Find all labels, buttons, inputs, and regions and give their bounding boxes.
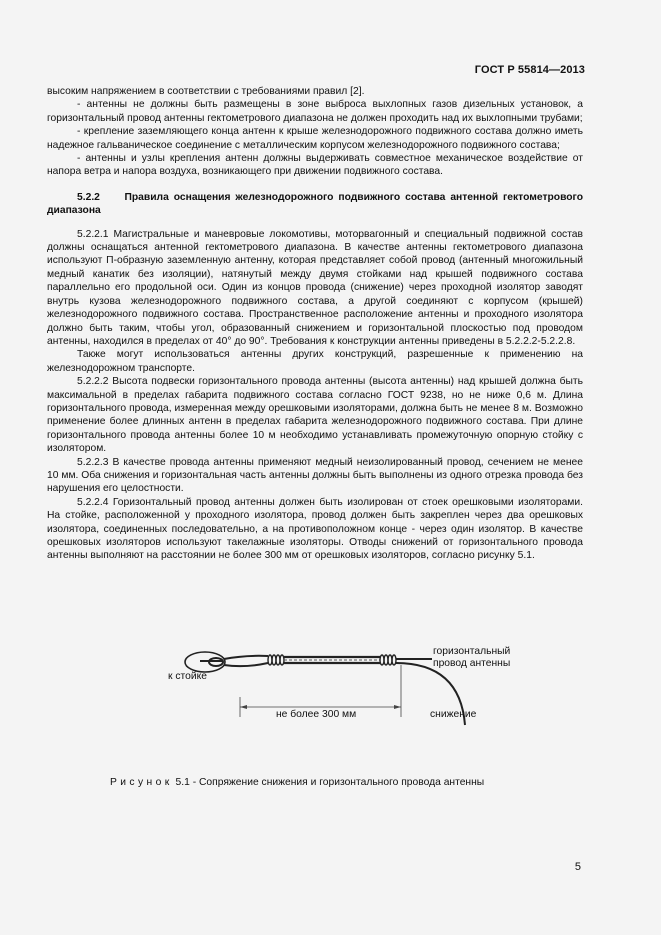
paragraph: - антенны и узлы крепления антенн должны выдерживать совместное механическое воздействие от напора ветра и напора воздуха, возникающего при движении подвижного состава. xyxy=(47,153,583,178)
paragraph: высоким напряжением в соответствии с требованиями правил [2]. xyxy=(47,86,365,97)
label-downlead: снижение xyxy=(430,709,477,720)
figure-caption xyxy=(110,777,484,788)
clause: Также могут использоваться антенны других конструкций, разрешенные к применению на железнодорожном транспорте. xyxy=(47,349,583,374)
wire-binding xyxy=(380,655,396,665)
label-post: к стойке xyxy=(168,671,207,682)
page-number: 5 xyxy=(574,861,581,873)
caption-prefix: Рисунок xyxy=(110,777,173,788)
dimension-arrow xyxy=(240,705,247,709)
caption-text: 5.1 - Сопряжение снижения и горизонтального провода антенны xyxy=(175,777,485,788)
clause: 5.2.2.4 Горизонтальный провод антенны должен быть изолирован от стоек орешковыми изоляторами. На стойке, расположенной у проходного изолятора, провод должен быть закреплен через два орешковых изолятора, соединенных последовательно, а на противоположном конце - через один изолятор. В качестве орешковых изоляторов используют такелажные изоляторы. Отводы снижений от горизонтального провода антенны выполняют на расстоянии не более 300 мм от орешковых изоляторов, согласно рисунку 5.1. xyxy=(47,496,583,562)
label-dimension: не более 300 мм xyxy=(276,709,357,720)
section-title: Правила оснащения железнодорожного подвижного состава антенной гектометрового диапазона xyxy=(47,191,583,217)
wire-segment xyxy=(224,656,268,659)
label-wire: горизонтальный провод антенны xyxy=(433,646,511,669)
paragraph: - крепление заземляющего конца антенн к крыше железнодорожного подвижного состава должно иметь надежное гальваническое соединение с металлическим корпусом железнодорожного подвижного состава; xyxy=(47,126,583,151)
figure-5-1 xyxy=(160,635,540,735)
clause: 5.2.2.2 Высота подвески горизонтального провода антенны (высота антенны) над крышей должна быть максимальной в пределах габарита подвижного состава согласно ГОСТ 9238, но не ниже 0,6 м. Длина горизонтального провода, измеренная между орешковыми изоляторами, должна быть не менее 8 м. Возможно применение более длинных антенн в пределах габарита железнодорожного подвижного состава. При длине горизонтального провода антенны более 10 м необходимо устанавливать промежуточную опорную стойку с изолятором. xyxy=(47,376,583,455)
dimension-arrow xyxy=(394,705,401,709)
wire-binding xyxy=(268,655,284,665)
standard-id: ГОСТ Р 55814—2013 xyxy=(474,64,585,76)
section-number: 5.2.2 xyxy=(77,191,100,203)
clause: 5.2.2.1 Магистральные и маневровые локомотивы, моторвагонный и специальный подвижной состав должны оснащаться антенной гектометрового диапазона. В качестве антенны гектометрового диапазона используют П-образную заземленную антенну, которая представляет собой провод (антенный многожильный медный канатик без изоляции), натянутый между двумя стойками над крышей подвижного состава параллельно его продольной оси. Один из концов провода (снижение) через проходной изолятор заводят внутрь кузова железнодорожного подвижного состава, а другой соединяют с корпусом (крышей) железнодорожного подвижного состава. Пространственное расположение антенны и проходного изолятора должно быть таким, чтобы угол, образованный снижением и горизонтальной плоскостью под проводом антенны, находился в пределах от 40° до 90°. Требования к конструкции антенны приведены в 5.2.2.2-5.2.2.8. xyxy=(47,228,583,347)
clause: 5.2.2.3 В качестве провода антенны применяют медный неизолированный провод, сечением не менее 10 мм. Оба снижения и горизонтальная часть антенны должны быть выполнены из одного отрезка провода без нарушения его целостности. xyxy=(47,456,583,495)
body-text xyxy=(47,85,583,563)
section-heading xyxy=(47,191,583,218)
paragraph: - антенны не должны быть размещены в зоне выброса выхлопных газов дизельных установок, а горизонтальный провод антенны гектометрового диапазона не должен проходить над их выхлопными трубами; xyxy=(47,99,583,124)
wire-segment xyxy=(224,663,268,666)
